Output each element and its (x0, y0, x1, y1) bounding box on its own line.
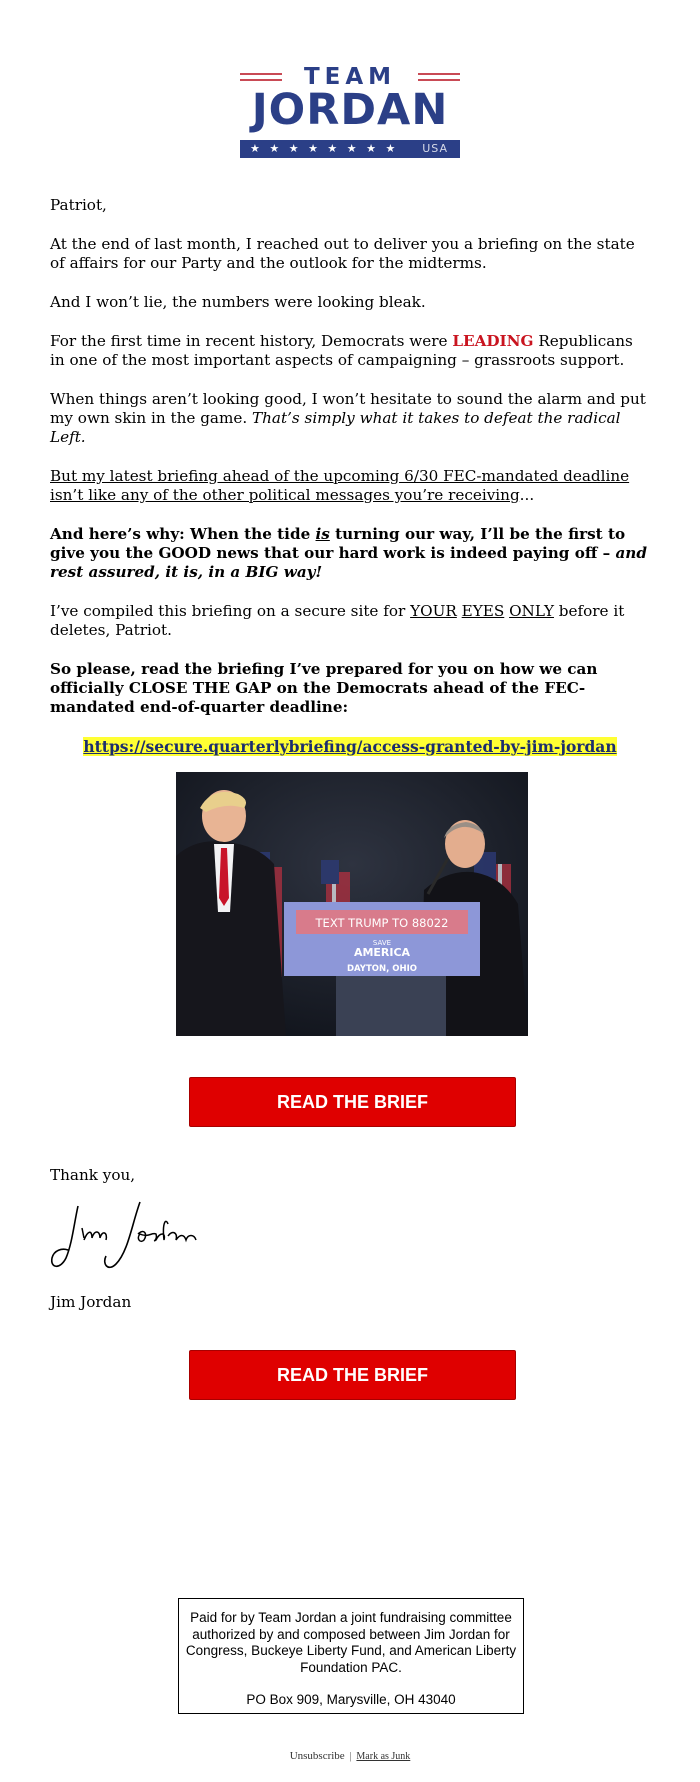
p6-italic: and rest assured, it is, in a BIG way! (50, 544, 647, 581)
p5-underlined: But my latest briefing ahead of the upcoming 6/30 FEC-mandated deadline isn’t like any of the other political messages you’re receiving (50, 467, 630, 504)
team-jordan-logo (240, 64, 460, 160)
p7-text-b: before it deletes, Patriot. (50, 602, 625, 639)
p4-text: When things aren’t looking good, I won’t hesitate to sound the alarm and put my own skin in the game. (50, 390, 646, 427)
briefing-link[interactable]: https://secure.quarterlybriefing/access-granted-by-jim-jordan (83, 737, 617, 756)
logo-stars: ★ ★ ★ ★ ★ ★ ★ ★ (250, 142, 399, 155)
paragraph-3 (50, 332, 650, 370)
logo-team-text: TEAM (303, 64, 397, 90)
paid-for-text: Paid for by Team Jordan a joint fundraising committee authorized by and composed between Jim Jordan for Congress, Buckeye Liberty Fund, and American Liberty Foundation PAC. (185, 1610, 517, 1675)
podium-sign-location: DAYTON, OHIO (346, 964, 418, 974)
unsubscribe-link[interactable]: Unsubscribe (289, 1750, 345, 1762)
p6-text-b: turning our way, I’ll be the first to give you the GOOD news that our hard work is indeed paying off – (50, 525, 626, 562)
leading-highlight: LEADING (452, 332, 534, 350)
greeting: Patriot, (50, 196, 107, 214)
paid-for-disclaimer-box (178, 1598, 524, 1714)
p6-text-a: And here’s why: When the tide (50, 525, 316, 543)
read-brief-button-top[interactable]: READ THE BRIEF (189, 1077, 516, 1127)
paragraph-6 (50, 525, 650, 582)
p3-text-b: Republicans in one of the most important aspects of campaigning – grassroots support. (50, 332, 633, 369)
podium-sign-main: TEXT TRUMP TO 88022 (315, 916, 449, 930)
p6-is: is (315, 525, 330, 543)
p3-text-a: For the first time in recent history, Democrats were (50, 332, 453, 350)
p7-text-a: I’ve compiled this briefing on a secure site for (50, 602, 411, 620)
p5-ellipsis: ... (519, 486, 535, 504)
rally-photo[interactable] (176, 772, 528, 1036)
podium-sign-america: AMERICA (353, 946, 411, 959)
logo-usa: USA (422, 142, 448, 155)
logo-jordan-text: JORDAN (251, 85, 449, 135)
podium-sign-save: SAVE (372, 939, 392, 947)
mark-as-junk-link[interactable]: Mark as Junk (356, 1751, 411, 1762)
paragraph-1: At the end of last month, I reached out to deliver you a briefing on the state of affairs for our Party and the outlook for the midterms. (50, 235, 635, 272)
p7-only: ONLY (509, 602, 554, 620)
jim-jordan-signature (48, 1194, 208, 1274)
mailing-address: PO Box 909, Marysville, OH 43040 (246, 1692, 456, 1707)
p4-italic: That’s simply what it takes to defeat the radical Left. (50, 409, 621, 446)
read-brief-button-bottom[interactable]: READ THE BRIEF (189, 1350, 516, 1400)
p7-eyes: EYES (461, 602, 505, 620)
paragraph-7 (50, 602, 650, 640)
paragraph-5 (50, 467, 650, 505)
p7-your: YOUR (410, 602, 457, 620)
footer-separator: | (349, 1750, 352, 1762)
signer-name: Jim Jordan (50, 1293, 132, 1311)
logo-star-bar (240, 140, 460, 158)
paragraph-4 (50, 390, 650, 447)
rally-photo-svg (176, 772, 528, 1036)
thank-you: Thank you, (50, 1166, 136, 1184)
unsubscribe-row (0, 1750, 700, 1762)
paragraph-2: And I won’t lie, the numbers were looking bleak. (50, 293, 426, 311)
briefing-link-wrap (50, 737, 650, 757)
email-body (50, 196, 650, 757)
paragraph-8: So please, read the briefing I’ve prepared for you on how we can officially CLOSE THE GAP on the Democrats ahead of the FEC-mandated end-of-quarter deadline: (50, 660, 598, 716)
